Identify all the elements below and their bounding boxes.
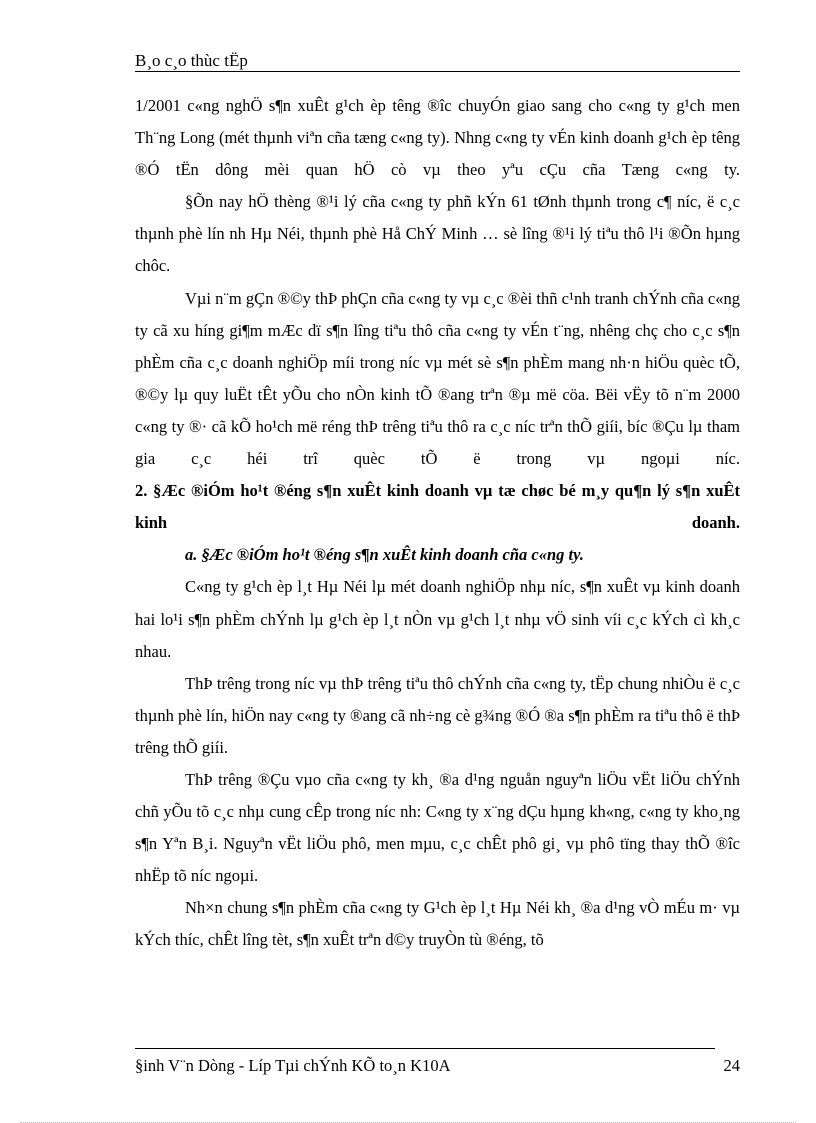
paragraph-input-market: ThÞ trêng ®Çu vµo cña c«ng ty kh¸ ®a d¹ng nguån nguyªn liÖu vËt liÖu chÝnh chñ yÕu tõ c¸c nhµ cung cÊp trong níc nh: C«ng ty x¨ng dÇu hµng kh«ng, c«ng ty kho¸ng s¶n Yªn B¸i. Nguyªn vËt liÖu phô, men mµu, c¸c chÊt phô gi¸ vµ phô tïng thay thÕ ®îc nhËp tõ níc ngoµi. [135,769,740,886]
paragraph-company-profile: C«ng ty g¹ch èp l¸t Hµ Néi lµ mét doanh nghiÖp nhµ níc, s¶n xuÊt vµ kinh doanh hai lo¹i s¶n phÈm chÝnh lµ g¹ch èp l¸t nÒn vµ g¹ch l¸t nhµ vÖ sinh víi c¸c kÝch cì kh¸c nhau. [135,577,740,661]
subsection-heading-a: a. §Æc ®iÓm ho¹t ®éng s¶n xuÊt kinh doanh cña c«ng ty. [185,545,584,565]
paragraph-domestic-market: ThÞ trêng trong níc vµ thÞ trêng tiªu thô chÝnh cña c«ng ty, tËp chung nhiÒu ë c¸c thµnh phè lín, hiÖn nay c«ng ty ®ang cã nh÷ng cè g¾ng ®Ó ®a s¶n phÈm ra tiªu thô ë thÞ trêng thÕ giíi. [135,673,740,757]
paragraph-continuation: 1/2001 c«ng nghÖ s¶n xuÊt g¹ch èp têng ®îc chuyÓn giao sang cho c«ng ty g¹ch men Th¨ng Long (mét thµnh viªn cña tæng c«ng ty). Nhng c«ng ty vÉn kinh doanh g¹ch èp têng ®Ó tËn dông mèi quan hÖ cò vµ theo yªu cÇu cña Tæng c«ng ty. [135,96,740,180]
header-divider [135,71,740,72]
paragraph-products-overview: Nh×n chung s¶n phÈm cña c«ng ty G¹ch èp l¸t Hµ Néi kh¸ ®a d¹ng vÒ mÉu m· vµ kÝch thíc, chÊt lîng tèt, s¶n xuÊt trªn d©y truyÒn tù ®éng, tõ [135,898,740,950]
section-heading-2: 2. §Æc ®iÓm ho¹t ®éng s¶n xuÊt kinh doanh vµ tæ chøc bé m¸y qu¶n lý s¶n xuÊt kinh doanh. [135,481,740,533]
page-number: 24 [723,1056,740,1075]
paragraph-market-share: Vµi n¨m gÇn ®©y thÞ phÇn cña c«ng ty vµ c¸c ®èi thñ c¹nh tranh chÝnh cña c«ng ty cã xu híng gi¶m mÆc dï s¶n lîng tiªu thô cña c«ng ty vÉn t¨ng, nhêng chç cho c¸c s¶n phÈm cña c¸c doanh nghiÖp míi trong níc vµ mét sè s¶n phÈm mang nh·n hiÖu quèc tÕ, ®©y lµ quy luËt tÊt yÕu cho nÒn kinh tÕ ®ang trªn ®µ më cöa. Bëi vËy tõ n¨m 2000 c«ng ty ®· cã kÕ ho¹ch më réng thÞ trêng tiªu thô ra c¸c níc trªn thÕ giíi, bíc ®Çu lµ tham gia c¸c héi trî quèc tÕ ë trong vµ ngoµi níc. [135,288,740,469]
footer-author: §inh V¨n Dòng - Líp Tµi chÝnh KÕ to¸n K10A [135,1056,451,1075]
document-body [135,90,740,957]
page-header: B¸o c¸o thùc tËp [135,51,248,70]
footer-divider [135,1048,715,1049]
paragraph-agency-network: §Õn nay hÖ thèng ®¹i lý cña c«ng ty phñ kÝn 61 tØnh thµnh trong c¶ níc, ë c¸c thµnh phè lín nh Hµ Néi, thµnh phè Hå ChÝ Minh … sè lîng ®¹i lý tiªu thô l¹i ®Õn hµng chôc. [135,192,740,276]
